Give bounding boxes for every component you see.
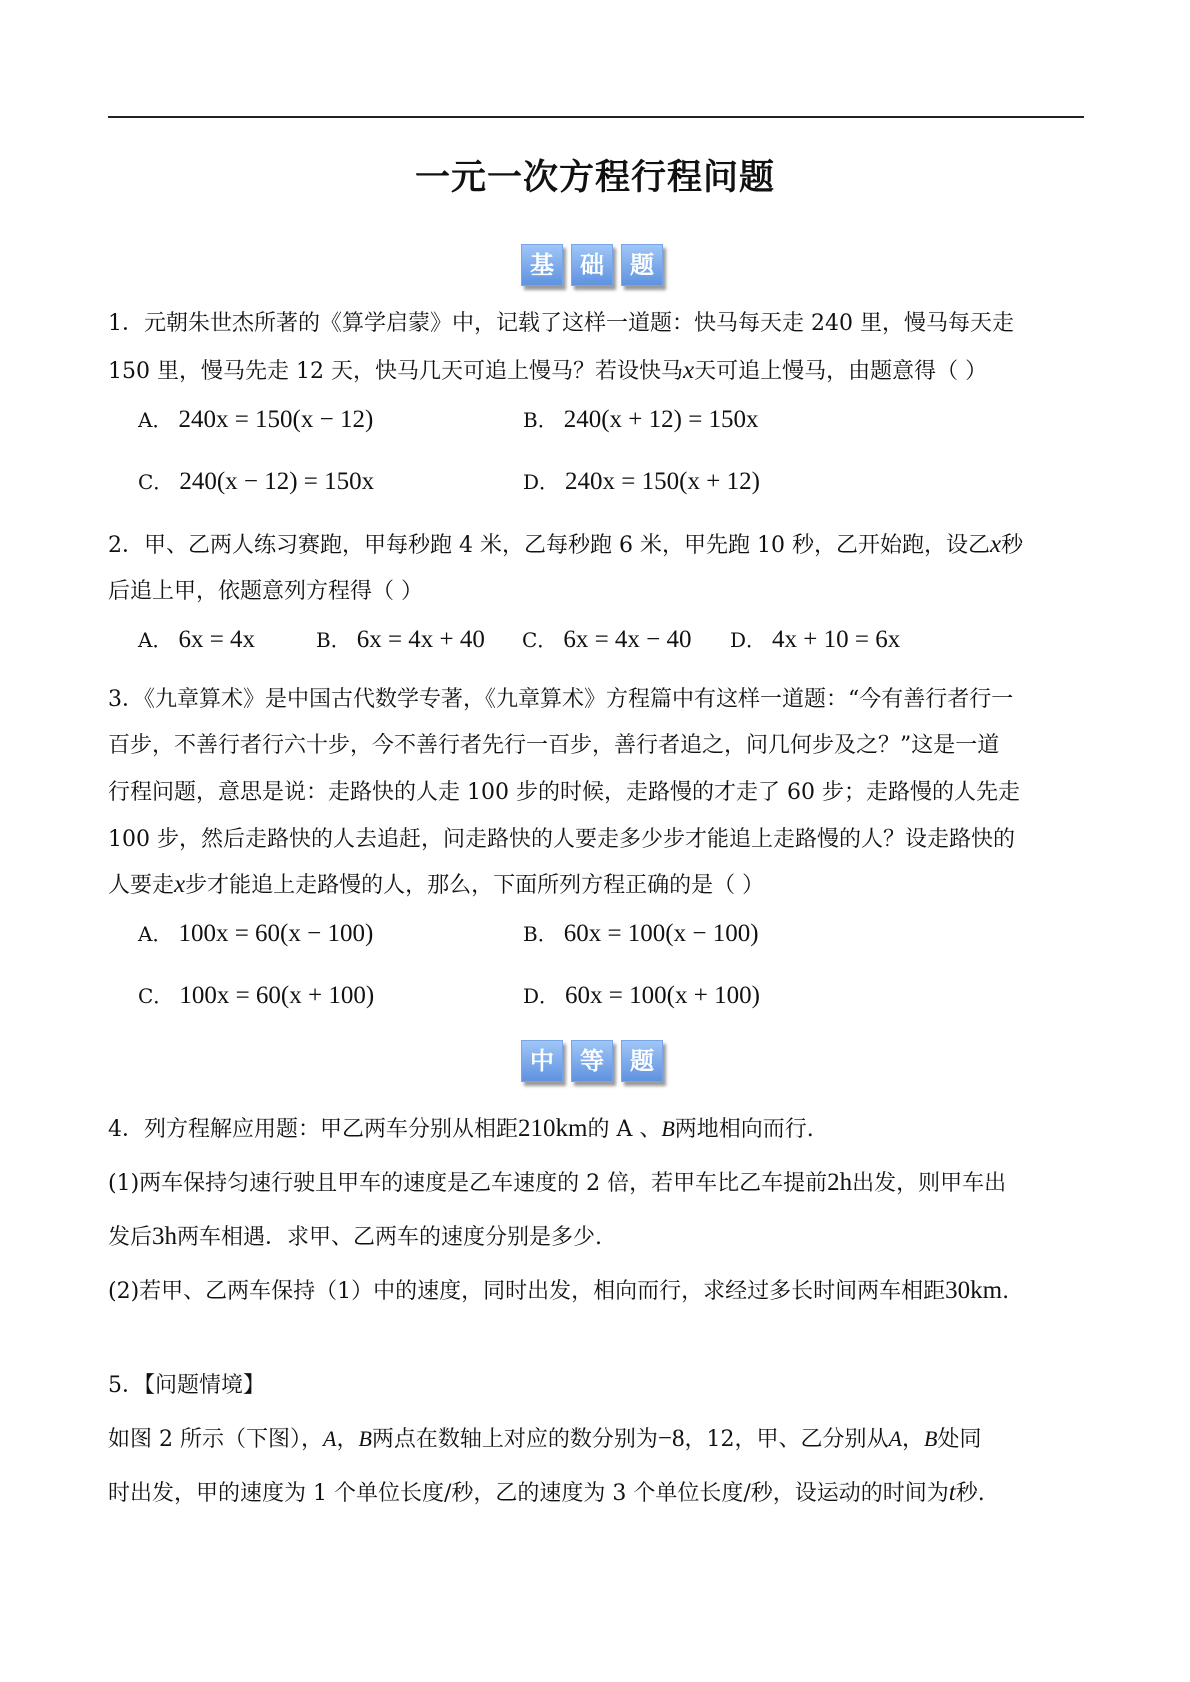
- badge-char: 等: [571, 1040, 613, 1082]
- q5-text: ，: [336, 1427, 359, 1452]
- q4-line3: [108, 1220, 602, 1251]
- option-equation: 60x = 100(x + 100): [565, 982, 760, 1009]
- badge-char: 题: [621, 244, 663, 286]
- q1-option-c[interactable]: [138, 466, 374, 496]
- option-equation: 240(x − 12) = 150x: [179, 468, 375, 495]
- option-label: C．: [138, 470, 174, 494]
- q4-text: 4．列方程解应用题：甲乙两车分别从相距: [108, 1117, 518, 1142]
- q5-text: 时出发，甲的速度为 1 个单位长度/秒，乙的速度为 3 个单位长度/秒，设运动的时间为: [108, 1481, 949, 1506]
- q5-text: 秒.: [955, 1481, 985, 1506]
- q1-line2: [108, 354, 987, 385]
- option-equation: 6x = 4x + 40: [356, 626, 485, 653]
- q4-text: 的 A 、: [587, 1117, 662, 1142]
- q5-line1: [108, 1422, 981, 1453]
- option-label: A．: [138, 628, 173, 652]
- q4-text: (2)若甲、乙两车保持（1）中的速度，同时出发，相向而行，求经过多长时间两车相距: [108, 1279, 946, 1304]
- q2-option-a[interactable]: [138, 624, 255, 654]
- q1-line1: 1．元朝朱世杰所著的《算学启蒙》中，记载了这样一道题：快马每天走 240 里，慢马每天走: [108, 311, 1014, 336]
- q5-text: 处同: [937, 1427, 982, 1452]
- q2-line1: [108, 528, 1023, 559]
- q1-option-d[interactable]: [523, 466, 760, 496]
- section-badge-medium: [521, 1040, 663, 1082]
- q1-option-a[interactable]: [138, 404, 373, 434]
- option-label: C．: [138, 984, 174, 1008]
- q3-var: x: [174, 871, 186, 898]
- q5-heading: 5．【问题情境】: [108, 1373, 265, 1398]
- section-badge-basic: [521, 244, 663, 286]
- q5-var-a: A: [322, 1426, 337, 1451]
- option-equation: 4x + 10 = 6x: [772, 626, 901, 653]
- q5-number: −8: [657, 1425, 685, 1452]
- q2-option-d[interactable]: [730, 624, 900, 654]
- q4-text: 两地相向而行.: [674, 1117, 814, 1142]
- q4-line2: [108, 1166, 1006, 1197]
- option-label: D．: [523, 470, 560, 494]
- q5-var-t: t: [948, 1479, 956, 1506]
- q2-text: 秒: [1001, 533, 1024, 558]
- q5-var-b: B: [924, 1426, 938, 1451]
- badge-char: 基: [521, 244, 563, 286]
- q3-option-a[interactable]: [138, 918, 373, 948]
- q5-var-a: A: [888, 1426, 902, 1451]
- q3-line1: 3．《九章算术》是中国古代数学专著，《九章算术》方程篇中有这样一道题：“今有善行者行一: [108, 687, 1014, 712]
- option-label: B．: [316, 628, 351, 652]
- q3-option-c[interactable]: [138, 980, 374, 1010]
- q4-distance: 210km: [518, 1115, 588, 1142]
- option-label: B．: [523, 408, 558, 432]
- page-title: 一元一次方程行程问题: [414, 158, 775, 198]
- q2-option-b[interactable]: [316, 624, 485, 654]
- q3-line3: 行程问题，意思是说：走路快的人走 100 步的时候，走路慢的才走了 60 步；走路慢的人先走: [108, 780, 1020, 805]
- q4-distance2: 30km: [945, 1277, 1003, 1304]
- option-equation: 6x = 4x − 40: [563, 626, 692, 653]
- option-equation: 100x = 60(x − 100): [178, 920, 374, 947]
- q3-option-d[interactable]: [523, 980, 760, 1010]
- header-rule: [108, 116, 1084, 118]
- q2-var: x: [989, 531, 1002, 558]
- q1-text: 150 里，慢马先走 12 天，快马几天可追上慢马？若设快马: [108, 359, 683, 384]
- q4-text: 发后: [108, 1225, 153, 1250]
- q4-text: 两车相遇．求甲、乙两车的速度分别是多少.: [177, 1225, 603, 1250]
- q5-text: ，12，甲、乙分别从: [684, 1427, 889, 1452]
- q5-line2: [108, 1476, 985, 1507]
- q5-text: 如图 2 所示（下图），: [108, 1427, 323, 1452]
- q4-text: (1)两车保持匀速行驶且甲车的速度是乙车速度的 2 倍，若甲车比乙车提前: [108, 1171, 828, 1196]
- option-equation: 60x = 100(x − 100): [563, 920, 759, 947]
- q5-text: 两点在数轴上对应的数分别为: [371, 1427, 658, 1452]
- q4-text: 出发，则甲车出: [852, 1171, 1007, 1196]
- option-equation: 240x = 150(x + 12): [565, 468, 760, 495]
- option-label: D．: [523, 984, 560, 1008]
- option-label: D．: [730, 628, 767, 652]
- option-equation: 100x = 60(x + 100): [179, 982, 375, 1009]
- q2-text: 2．甲、乙两人练习赛跑，甲每秒跑 4 米，乙每秒跑 6 米，甲先跑 10 秒，乙开始跑，设乙: [108, 533, 990, 558]
- option-label: A．: [138, 408, 173, 432]
- q4-text: .: [1002, 1279, 1010, 1304]
- badge-char: 题: [621, 1040, 663, 1082]
- q3-text: 人要走: [108, 873, 175, 898]
- q4-line4: [108, 1274, 1009, 1305]
- badge-char: 础: [571, 244, 613, 286]
- q4-time1: 2h: [827, 1169, 853, 1196]
- q3-text: 步才能追上走路慢的人，那么，下面所列方程正确的是（ ）: [185, 873, 765, 898]
- q4-line1: [108, 1112, 814, 1143]
- q1-var: x: [682, 357, 695, 384]
- q3-line2: 百步，不善行者行六十步，今不善行者先行一百步，善行者追之，问几何步及之？”这是一道: [108, 733, 1000, 758]
- q3-line4: 100 步，然后走路快的人去追赶，问走路快的人要走多少步才能追上走路慢的人？设走路快的: [108, 827, 1015, 852]
- q2-option-c[interactable]: [522, 624, 692, 654]
- badge-char: 中: [521, 1040, 563, 1082]
- q3-option-b[interactable]: [523, 918, 759, 948]
- option-label: B．: [523, 922, 558, 946]
- q4-var-b: B: [661, 1116, 675, 1141]
- q5-text: ，: [901, 1427, 924, 1452]
- q2-line2: 后追上甲，依题意列方程得（ ）: [108, 579, 423, 604]
- q1-option-b[interactable]: [523, 404, 759, 434]
- option-equation: 240x = 150(x − 12): [178, 406, 374, 433]
- q5-var-b: B: [358, 1426, 372, 1451]
- q1-text: 天可追上慢马，由题意得（ ）: [694, 359, 988, 384]
- q3-line5: [108, 868, 764, 899]
- option-equation: 6x = 4x: [178, 626, 256, 653]
- option-label: C．: [522, 628, 558, 652]
- option-label: A．: [138, 922, 173, 946]
- option-equation: 240(x + 12) = 150x: [563, 406, 759, 433]
- q4-time2: 3h: [152, 1223, 178, 1250]
